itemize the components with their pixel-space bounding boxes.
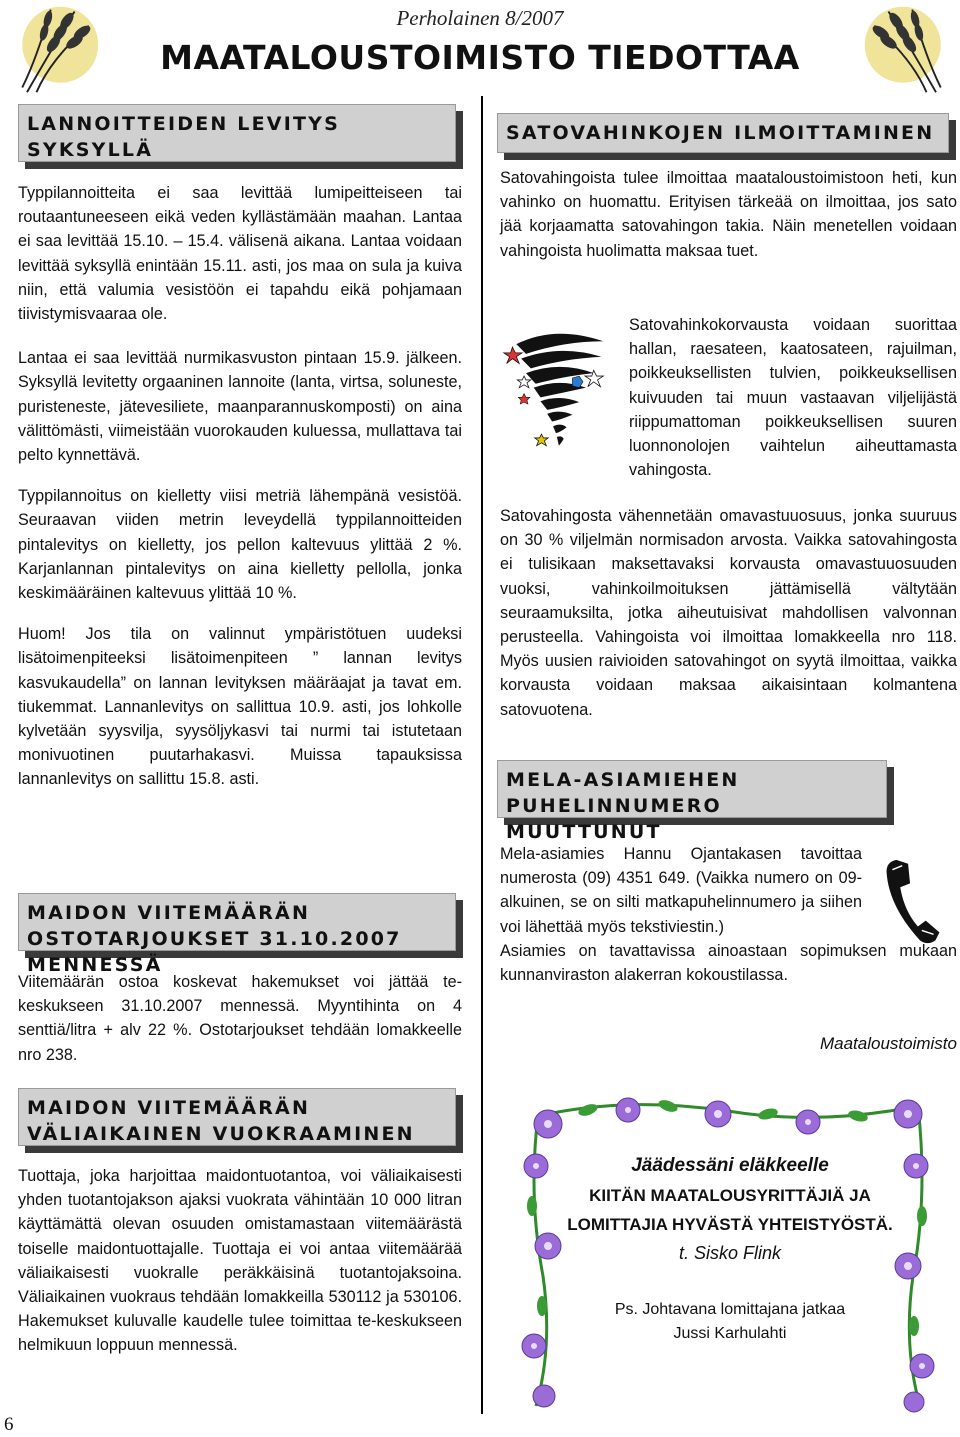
section-satovahingot-omavastuu (500, 504, 957, 722)
section-mela (500, 842, 957, 987)
heading-text: MAIDON VIITEMÄÄRÄN OSTOTARJOUKSET 31.10.2007 MENNESSÄ (27, 902, 402, 976)
paragraph: Asiamies on tavattavissa ainoastaan sopimuksen mukaan kunnanviraston alakerran kokoustilassa. (500, 941, 957, 985)
section-satovahingot-korvaus (629, 313, 957, 482)
farewell-line-2: KIITÄN MAATALOUSYRITTÄJIÄ JA LOMITTAJIA HYVÄSTÄ YHTEISTYÖSTÄ. (567, 1186, 893, 1234)
heading-lannoitteiden-levitys (18, 104, 456, 162)
column-divider (481, 96, 483, 1414)
paragraph: Satovahinkokorvausta voidaan suorittaa hallan, raesateen, kaatosateen, rajuilman, poikkeuksellisten tulvien, poikkeuksellisen kuivuuden tai muun vastaavan viljelijästä riippumattoman poikkeuksellisen suuren luonnonolojen vaihtelun aiheuttamasta vahingosta. (629, 316, 957, 480)
signature: Maataloustoimisto (819, 1034, 957, 1053)
heading-text: MELA-ASIAMIEHEN PUHELINNUMERO MUUTTUNUT (506, 769, 740, 843)
heading-maidon-ostotarjoukset (18, 893, 456, 976)
paragraph: Satovahingosta vähennetään omavastuuosuus, jonka suuruus on 30 % viljelmän normisadon arvosta. Vaikka satovahingosta ei tulisikaan maksettavaksi korvausta omavastuuosuuden vuoksi, vahinkoilmoituksen jättämisellä vältytään seuraamuksilta, jotka aiheutuisivat mahdollisen valvonnan perusteella. Vahingoista voi ilmoittaa lomakkeella nro 118. Myös uusien raivioiden satovahingot on syytä ilmoittaa, vaikka korvausta voidaan maksaa aikaisintaan kolmantena satovuotena. (500, 507, 957, 719)
farewell-line-1: Jäädessäni eläkkeelle (631, 1155, 829, 1176)
heading-mela-asiamies (497, 760, 887, 843)
farewell-line-3: t. Sisko Flink (678, 1243, 782, 1263)
heading-text: MAIDON VIITEMÄÄRÄN VÄLIAIKAINEN VUOKRAAMINEN (27, 1097, 415, 1145)
heading-satovahinkojen-ilmoittaminen (497, 113, 949, 153)
storm-icon (496, 320, 614, 465)
section-lannoitteet (18, 181, 462, 792)
section-vuokraaminen (18, 1164, 462, 1358)
paragraph: Satovahingoista tulee ilmoittaa maataloustoimistoon heti, kun vahinko on huomattu. Erityisen tärkeää on ilmoittaa, jos sato jää korjaamatta satovahingon takia. Näin menetellen voidaan vahingoista huolimatta maksaa tuet. (500, 169, 957, 260)
publication-info: Perholainen 8/2007 (396, 6, 564, 30)
page-title: MAATALOUSTOIMISTO TIEDOTTAA (160, 38, 800, 77)
paragraph: Tuottaja, joka harjoittaa maidontuotantoa, voi väliaikaisesti yhden tuotantojakson ajaksi vuokrata vähintään 10 000 litran käyttämättä olevan osuuden omistamastaan viitemäärästä toiselle maidontuottajalle. Tuottaja ei voi antaa viitemäärää väliaikaisesti vuokralle peräkkäisinä tuotantojaksoina. Väliaikainen vuokraus tehdään lomakkeilla 530112 ja 530106. Hakemukset kuluvalle kaudelle tulee toimittaa te-keskukseen helmikuun loppuun mennessä. (18, 1167, 462, 1355)
paragraph: Lantaa ei saa levittää nurmikasvuston pintaan 15.9. jälkeen. Syksyllä levitetty orgaaninen lannoite (lanta, virtsa, soluneste, puristeneste, jätevesiliete, maanparannuskomposti) on aina välittömästi, viimeistään vuorokauden kuluessa, mullattava tai pelto kynnettävä. (18, 349, 462, 465)
farewell-text (560, 1151, 900, 1346)
farewell-notice (518, 1096, 938, 1416)
page-number: 6 (4, 1414, 14, 1435)
heading-maidon-vuokraaminen (18, 1088, 456, 1146)
paragraph: Viitemäärän ostoa koskevat hakemukset voi jättää te-keskukseen 31.10.2007 mennessä. Myyntihinta on 4 senttiä/litra + alv 22 %. Ostotarjoukset tehdään lomakkeelle nro 238. (18, 973, 462, 1064)
heading-text: LANNOITTEIDEN LEVITYS SYKSYLLÄ (27, 113, 340, 161)
paragraph: Typpilannoitus on kielletty viisi metriä lähempänä vesistöä. Seuraavan viiden metrin leveydellä typpilannoitteiden pintalevitys on kielletty, jos pellon kaltevuus ylittää 2 %. Karjanlannan pintalevitys on aina kielletty pellolla, jonka keskimääräinen kaltevuus ylittää 10 %. (18, 487, 462, 603)
paragraph: Mela-asiamies Hannu Ojantakasen tavoittaa numerosta (09) 4351 649. (Vaikka numero on 09-alkuinen, se on silti matkapuhelinnumero ja siihen voi lähettää myös tekstiviestin.) (500, 845, 862, 936)
farewell-line-4: Ps. Johtavana lomittajana jatkaa (614, 1301, 846, 1318)
paragraph: Huom! Jos tila on valinnut ympäristötuen uudeksi lisätoimenpiteeksi lisätoimenpiteen ” lannan levitys kasvukaudella” on lannan levityksen määräajat ja tavat em. tiukemmat. Lannanlevitys on sallittua 10.9. asti, jos lohkolle kylvetään syysvilja, syysöljykasvi tai nurmi tai istutetaan monivuotinen puutarhakasvi. Muissa tapauksissa lannanlevitys on sallittu 15.8. asti. (18, 625, 462, 789)
heading-text: SATOVAHINKOJEN ILMOITTAMINEN (506, 122, 935, 144)
section-satovahingot-intro (500, 166, 957, 263)
section-ostotarjoukset (18, 970, 462, 1067)
farewell-line-5: Jussi Karhulahti (673, 1325, 787, 1342)
paragraph: Typpilannoitteita ei saa levittää lumipeitteiseen tai routaantuneeseen eikä veden kyllästämään maahan. Lantaa ei saa levittää 15.10. – 15.4. välisenä aikana. Lantaa voidaan levittää syksyllä enintään 15.11. asti, jos maa on sula ja kuiva niin, että valumia vesistöön ei tapahdu eikä pohjamaan tiivistymisvaaraa ole. (18, 184, 462, 324)
